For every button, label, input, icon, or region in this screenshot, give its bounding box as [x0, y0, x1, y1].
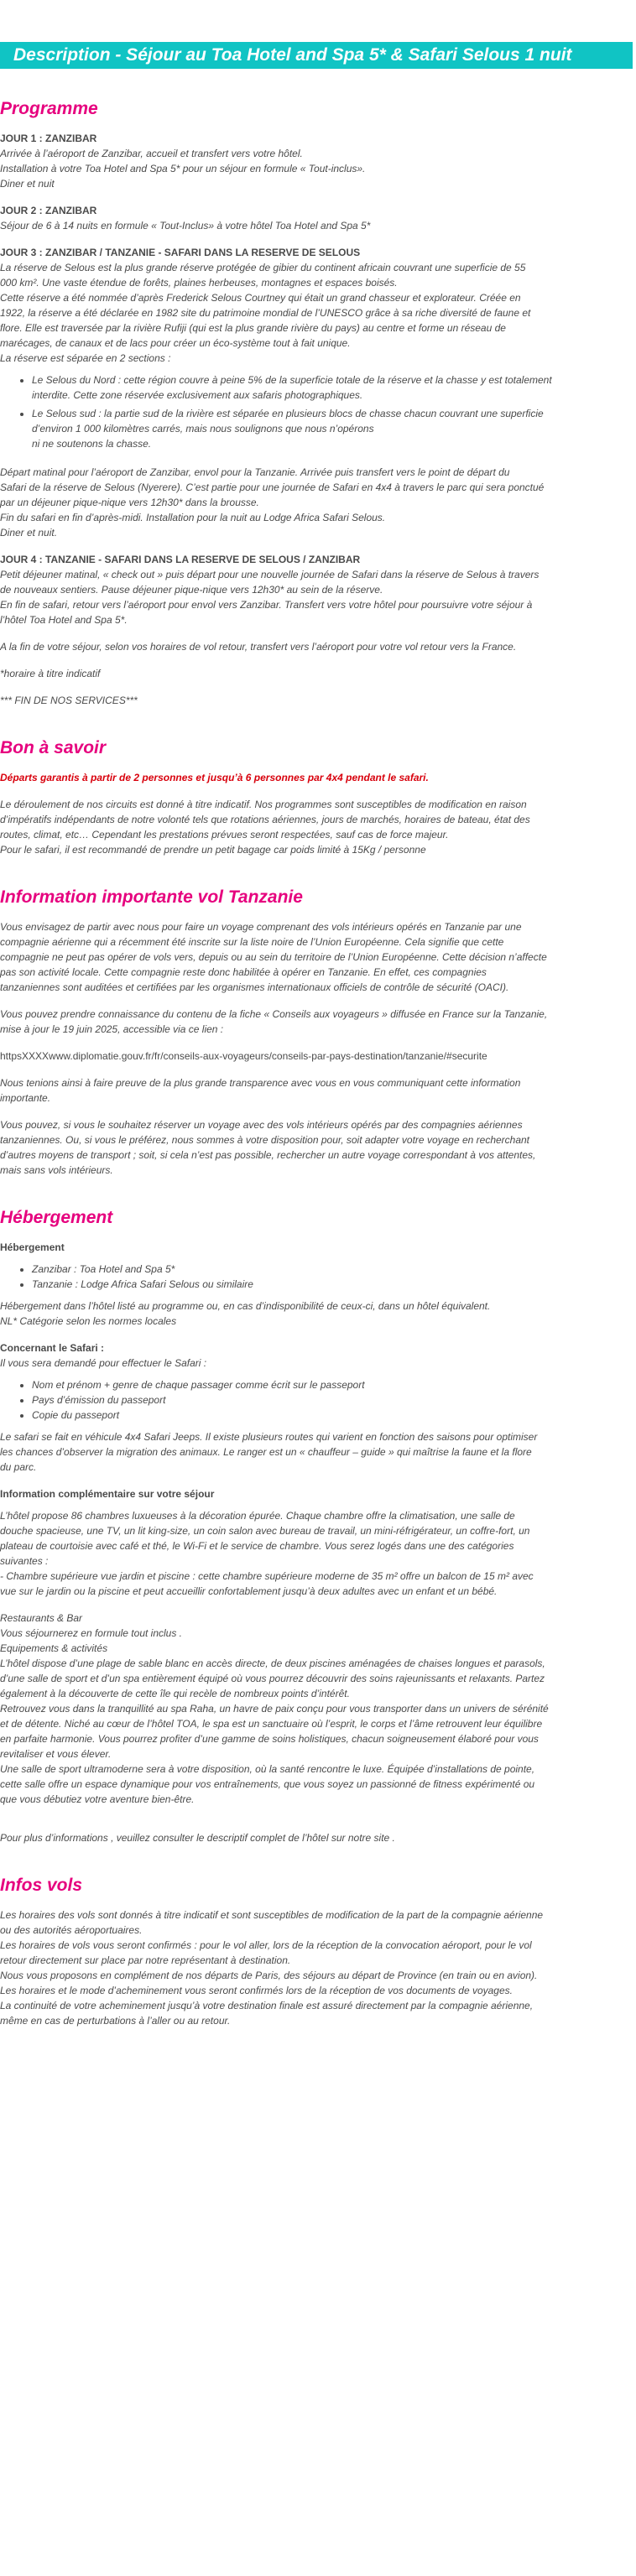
day1-heading: JOUR 1 : ZANZIBAR	[0, 133, 97, 144]
bon-line: Pour le safari, il est recommandé de prendre un petit bagage car poids limité à 15Kg / personne	[0, 844, 426, 856]
rest-text: que vous débutiez votre aventure bien-être.	[0, 1793, 195, 1805]
info-p2: Vous pouvez prendre connaissance du contenu de la fiche « Conseils aux voyageurs » diffusée en France sur la Tanzanie,	[0, 1008, 548, 1020]
vols-line: Les horaires des vols sont donnés à titre indicatif et sont susceptibles de modification de la part de la compagnie aérienne	[0, 1909, 544, 1921]
programme-end: A la fin de votre séjour, selon vos horaires de vol retour, transfert vers l’aéroport pour votre vol retour vers la France.	[0, 641, 517, 653]
rest-text: Restaurants & Bar	[0, 1612, 83, 1624]
day2-heading: JOUR 2 : ZANZIBAR	[0, 205, 97, 216]
rest-text: et de détente. Niché au cœur de l’hôtel TOA, le spa est un sanctuaire où l’esprit, le corps et l’âme retrouvent leur équilibre	[0, 1718, 543, 1730]
vols-line: ou des autorités aéroportuaires.	[0, 1924, 143, 1936]
rest-text: cette salle offre un espace dynamique pour vos entraînements, que vous soyez un passionné de fitness expérimenté ou	[0, 1778, 535, 1790]
bon-line: d’impératifs indépendants de notre volonté tels que rotations aériennes, jours de marchés, horaires de bateau, état des	[0, 814, 530, 825]
rest-text: L’hôtel dispose d’une plage de sable blanc en accès directe, de deux piscines aménagées de chaises longues et parasols,	[0, 1657, 545, 1669]
vols-line: Les horaires de vols vous seront confirmés : pour le vol aller, lors de la réception de la convocation aéroport, pour le vol	[0, 1939, 532, 1951]
section-infos-vols	[0, 1876, 633, 2028]
list-item: • Nom et prénom + genre de chaque passager comme écrit sur le passeport	[32, 1377, 633, 1392]
programme-note: *horaire à titre indicatif	[0, 668, 101, 679]
list-item: • Le Selous sud : la partie sud de la rivière est séparée en plusieurs blocs de chasse chacun couvrant une superficie d’environ 1 000 kilomètres carrés, mais nous soulignons que nous n’opérons ni ne soutenons la chasse.	[32, 406, 633, 451]
safari-text: les chances d’observer la migration des animaux. Le ranger est un « chauffeur – guide » qui maîtrise la faune et la flore	[0, 1446, 532, 1458]
info-p4: mais sans vols intérieurs.	[0, 1164, 113, 1176]
heb-more-info: Pour plus d’informations , veuillez consulter le descriptif complet de l’hôtel sur notre site .	[0, 1832, 395, 1844]
hotel-list	[0, 1262, 633, 1292]
safari-intro: Il vous sera demandé pour effectuer le Safari :	[0, 1357, 207, 1369]
vols-line: même en cas de perturbations à l’aller ou au retour.	[0, 2015, 231, 2027]
safari-text: du parc.	[0, 1461, 37, 1473]
list-item: • Zanzibar : Toa Hotel and Spa 5*	[32, 1262, 633, 1277]
day3-after: Safari de la réserve de Selous (Nyerere). C’est partie pour une journée de Safari en 4x4 à travers le parc qui sera ponctué	[0, 481, 545, 493]
day3-after: par un déjeuner pique-nique vers 12h30* dans la brousse.	[0, 497, 259, 508]
rest-text: également à la découverte de cette île qui recèle de nombreux points d’intérêt.	[0, 1688, 350, 1699]
heb-sub: Hébergement	[0, 1241, 65, 1253]
comp-heading: Information complémentaire sur votre séjour	[0, 1488, 215, 1500]
safari-heading: Concernant le Safari :	[0, 1342, 105, 1354]
safari-text: Le safari se fait en véhicule 4x4 Safari Jeeps. Il existe plusieurs routes qui varient en fonction des saisons pour optimiser	[0, 1431, 538, 1443]
vols-line: retour directement sur place par notre représentant à destination.	[0, 1954, 291, 1966]
info-p1: pas son activité locale. Cette compagnie reste donc habilitée à opérer en Tanzanie. En effet, ces compagnies	[0, 966, 487, 978]
heb-title: Hébergement	[0, 1208, 113, 1227]
day3-after: Fin du safari en fin d’après-midi. Installation pour la nuit au Lodge Africa Safari Selous.	[0, 512, 386, 523]
vols-title: Infos vols	[0, 1876, 83, 1895]
comp-text: suivantes :	[0, 1555, 49, 1567]
rest-text: revitaliser et vous élever.	[0, 1748, 112, 1760]
page-banner	[0, 42, 633, 69]
vols-line: Nous vous proposons en complément de nos départs de Paris, des séjours au départ de Province (en train ou en avion).	[0, 1970, 538, 1981]
day1-line: Arrivée à l’aéroport de Zanzibar, accueil et transfert vers votre hôtel.	[0, 148, 303, 159]
day4-line: En fin de safari, retour vers l’aéroport pour envol vers Zanzibar. Transfert vers votre hôtel pour poursuivre votre séjour à	[0, 599, 533, 611]
info-p3: Nous tenions ainsi à faire preuve de la plus grande transparence avec vous en vous communiquant cette information	[0, 1077, 521, 1089]
day2-line: Séjour de 6 à 14 nuits en formule « Tout-Inclus» à votre hôtel Toa Hotel and Spa 5*	[0, 220, 371, 232]
info-p4: d’autres moyens de transport ; soit, si cela n’est pas possible, rechercher un autre voyage correspondant à vos attentes,	[0, 1149, 536, 1161]
list-item: • Tanzanie : Lodge Africa Safari Selous ou similaire	[32, 1277, 633, 1292]
day1-line: Diner et nuit	[0, 178, 55, 190]
vols-line: La continuité de votre acheminement jusqu’à votre destination finale est assuré directement par la compagnie aérienne,	[0, 2000, 534, 2011]
day3-after: Diner et nuit.	[0, 527, 58, 539]
section-bon-a-savoir	[0, 738, 633, 857]
bon-title: Bon à savoir	[0, 738, 107, 757]
bon-guarantee: Départs garantis à partir de 2 personnes et jusqu’à 6 personnes par 4x4 pendant le safari.	[0, 772, 429, 783]
info-p4: Vous pouvez, si vous le souhaitez réserver un voyage avec des vols intérieurs opérés par des compagnies aériennes	[0, 1119, 523, 1131]
day3-line: 1922, la réserve a été déclarée en 1982 site du patrimoine mondial de l’UNESCO grâce à sa riche diversité de faune et	[0, 307, 531, 319]
comp-text: - Chambre supérieure vue jardin et piscine : cette chambre supérieure moderne de 35 m² offre un balcon de 15 m² avec	[0, 1570, 534, 1582]
safari-requirements-list	[0, 1377, 633, 1423]
day4-line: de nouveaux sentiers. Pause déjeuner pique-nique vers 12h30* au sein de la réserve.	[0, 584, 383, 596]
info-p1: Vous envisagez de partir avec nous pour faire un voyage comprenant des vols intérieurs opérés en Tanzanie par une	[0, 921, 522, 933]
day3-line: marécages, de canaux et de lacs pour créer un éco-système tout à fait unique.	[0, 337, 351, 349]
section-info-vol	[0, 887, 633, 1178]
heb-note: Hébergement dans l’hôtel listé au programme ou, en cas d’indisponibilité de ceux-ci, dans un hôtel équivalent.	[0, 1300, 491, 1312]
bon-line: routes, climat, etc… Cependant les prestations prévues seront respectées, sauf cas de force majeur.	[0, 829, 449, 840]
selous-sections-list	[0, 372, 633, 451]
vols-line: Les horaires et le mode d’acheminement vous seront confirmés lors de la réception de vos documents de voyages.	[0, 1985, 513, 1996]
rest-text: d’une salle de sport et d’un spa entièrement équipé où vous pourrez découvrir des soins rajeunissants et relaxants. Partez	[0, 1673, 545, 1684]
page	[0, 42, 636, 2053]
day3-line: La réserve est séparée en 2 sections :	[0, 352, 171, 364]
comp-text: douche spacieuse, une TV, un lit king-size, un coin salon avec bureau de travail, un mini-réfrigérateur, un coffre-fort, un	[0, 1525, 530, 1537]
rest-text: Retrouvez vous dans la tranquillité au spa Raha, un havre de paix conçu pour vous transporter dans un univers de sérénité	[0, 1703, 549, 1715]
list-item: • Le Selous du Nord : cette région couvre à peine 5% de la superficie totale de la réserve et la chasse y est totalement interdite. Cette zone réservée exclusivement aux safaris photographiques.	[32, 372, 633, 403]
programme-fin: *** FIN DE NOS SERVICES***	[0, 695, 138, 706]
info-title: Information importante vol Tanzanie	[0, 887, 303, 907]
day3-line: 000 km². Une vaste étendue de forêts, plaines herbeuses, montagnes et espaces boisés.	[0, 277, 398, 289]
bon-line: Le déroulement de nos circuits est donné à titre indicatif. Nos programmes sont susceptibles de modification en raison	[0, 799, 527, 810]
list-item: • Pays d’émission du passeport	[32, 1392, 633, 1408]
info-p3: importante.	[0, 1092, 51, 1104]
rest-text: Equipements & activités	[0, 1642, 108, 1654]
info-p2: mise à jour le 19 juin 2025, accessible via ce lien :	[0, 1023, 224, 1035]
day3-heading: JOUR 3 : ZANZIBAR / TANZANIE - SAFARI DANS LA RESERVE DE SELOUS	[0, 247, 361, 258]
rest-text: en parfaite harmonie. Vous pourrez profiter d’une gamme de soins holistiques, chacun soigneusement élaboré pour vous	[0, 1733, 539, 1745]
info-p1: compagnie ne peut pas opérer de vols vers, depuis ou au sein du territoire de l’Union Européenne. Cette décision n’affecte	[0, 951, 547, 963]
day3-line: Cette réserve a été nommée d’après Frederick Selous Courtney qui était un grand chasseur et explorateur. Créée en	[0, 292, 521, 304]
info-p4: tanzaniennes. Ou, si vous le préférez, nous sommes à votre disposition pour, soit adapter votre voyage en recherchant	[0, 1134, 530, 1146]
day3-line: flore. Elle est traversée par la rivière Rufiji (qui est la plus grande rivière du pays) au centre et forme un réseau de	[0, 322, 506, 334]
info-p1: compagnie aérienne qui a récemment été inscrite sur la liste noire de l’Union Européenne. Cela signifie que cette	[0, 936, 504, 948]
info-link[interactable]: httpsXXXXwww.diplomatie.gouv.fr/fr/conseils-aux-voyageurs/conseils-par-pays-destination/tanzanie/#securite	[0, 1050, 487, 1062]
heb-note: NL* Catégorie selon les normes locales	[0, 1315, 177, 1327]
banner-title: Description - Séjour au Toa Hotel and Spa 5* & Safari Selous 1 nuit	[13, 45, 572, 65]
comp-text: L’hôtel propose 86 chambres luxueuses à la décoration épurée. Chaque chambre offre la climatisation, une salle de	[0, 1510, 515, 1522]
info-p1: tanzaniennes sont auditées et certifiées par les organismes internationaux officiels de contrôle de sécurité (OACI).	[0, 981, 509, 993]
comp-text: plateau de courtoisie avec café et thé, le Wi-Fi et le service de chambre. Vous serez logés dans une des catégories	[0, 1540, 514, 1552]
day3-after: Départ matinal pour l’aéroport de Zanzibar, envol pour la Tanzanie. Arrivée puis transfert vers le point de départ du	[0, 466, 510, 478]
day4-line: l’hôtel Toa Hotel and Spa 5*.	[0, 614, 128, 626]
list-item: • Copie du passeport	[32, 1408, 633, 1423]
programme-title: Programme	[0, 99, 98, 118]
day1-line: Installation à votre Toa Hotel and Spa 5* pour un séjour en formule « Tout-inclus».	[0, 163, 366, 174]
day3-line: La réserve de Selous est la plus grande réserve protégée de gibier du continent africain couvrant une superficie de 55	[0, 262, 526, 273]
day4-line: Petit déjeuner matinal, « check out » puis départ pour une nouvelle journée de Safari dans la réserve de Selous à travers	[0, 569, 540, 580]
section-programme	[0, 99, 633, 708]
section-hebergement	[0, 1208, 633, 1845]
day4-heading: JOUR 4 : TANZANIE - SAFARI DANS LA RESERVE DE SELOUS / ZANZIBAR	[0, 554, 361, 565]
rest-text: Vous séjournerez en formule tout inclus .	[0, 1627, 183, 1639]
rest-text: Une salle de sport ultramoderne sera à votre disposition, où la santé rencontre le luxe. Équipée d’installations de pointe,	[0, 1763, 535, 1775]
comp-text: vue sur le jardin ou la piscine et peut accueillir confortablement jusqu’à deux adultes avec un enfant et un bébé.	[0, 1585, 498, 1597]
